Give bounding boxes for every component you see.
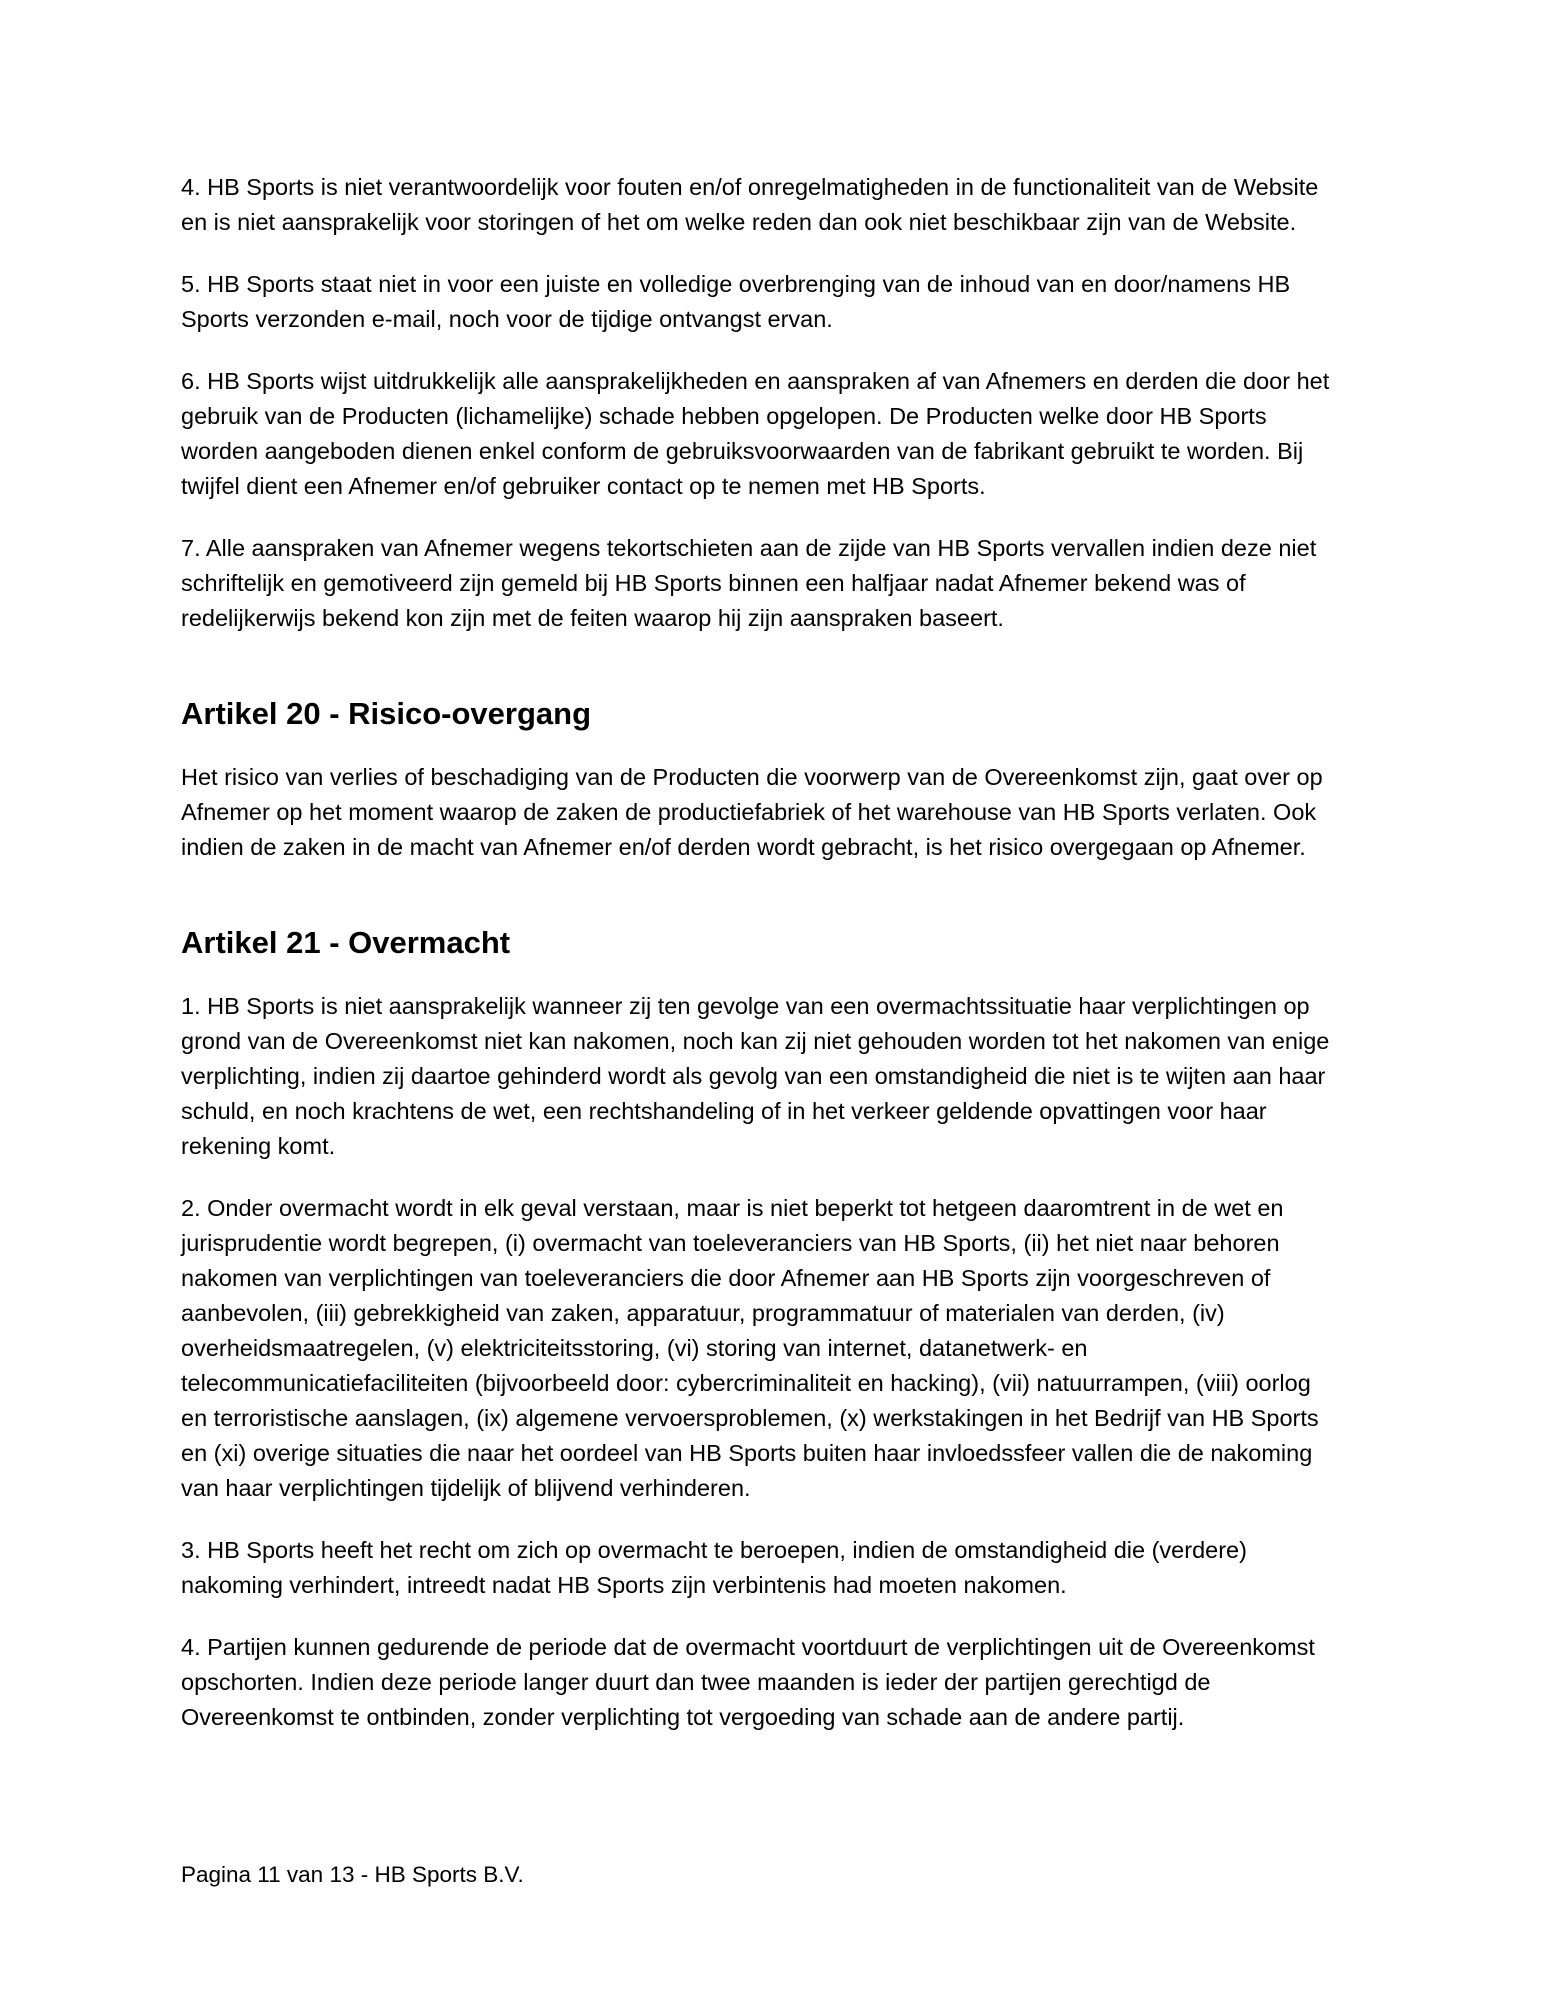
document-text-block <box>181 170 1341 1762</box>
paragraph-artikel-20-risk-transfer: Het risico van verlies of beschadiging van de Producten die voorwerp van de Overeenkomst zijn, gaat over op Afnemer op het moment waarop de zaken de productiefabriek of het warehouse van HB Sports verlaten. Ook indien de zaken in de macht van Afnemer en/of derden wordt gebracht, is het risico overgegaan op Afnemer. <box>181 764 1323 860</box>
paragraph-artikel-21-clause-2: 2. Onder overmacht wordt in elk geval verstaan, maar is niet beperkt tot hetgeen daaromtrent in de wet en jurisprudentie wordt begrepen, (i) overmacht van toeleveranciers van HB Sports, (ii) het niet naar behoren nakomen van verplichtingen van toeleveranciers die door Afnemer aan HB Sports zijn voorgeschreven of aanbevolen, (iii) gebrekkigheid van zaken, apparatuur, programmatuur of materialen van derden, (iv) overheidsmaatregelen, (v) elektriciteitsstoring, (vi) storing van internet, datanetwerk- en telecommunicatiefaciliteiten (bijvoorbeeld door: cybercriminaliteit en hacking), (vii) natuurrampen, (viii) oorlog en terroristische aanslagen, (ix) algemene vervoersproblemen, (x) werkstakingen in het Bedrijf van HB Sports en (xi) overige situaties die naar het oordeel van HB Sports buiten haar invloedssfeer vallen die de nakoming van haar verplichtingen tijdelijk of blijvend verhinderen. <box>181 1195 1319 1501</box>
paragraph-clause-5-email-transmission: 5. HB Sports staat niet in voor een juiste en volledige overbrenging van de inhoud van en door/namens HB Sports verzonden e-mail, noch voor de tijdige ontvangst ervan. <box>181 271 1291 332</box>
section-heading-artikel-20-risico-overgang: Artikel 20 - Risico-overgang <box>181 696 592 731</box>
paragraph-clause-6-liability-disclaimer: 6. HB Sports wijst uitdrukkelijk alle aansprakelijkheden en aanspraken af van Afnemers en derden die door het gebruik van de Producten (lichamelijke) schade hebben opgelopen. De Producten welke door HB Sports worden aangeboden dienen enkel conform de gebruiksvoorwaarden van de fabrikant gebruikt te worden. Bij twijfel dient een Afnemer en/of gebruiker contact op te nemen met HB Sports. <box>181 368 1330 499</box>
section-heading-artikel-21-overmacht: Artikel 21 - Overmacht <box>181 925 511 960</box>
page-footer: Pagina 11 van 13 - HB Sports B.V. <box>181 1862 524 1887</box>
paragraph-clause-7-claims-expiry: 7. Alle aanspraken van Afnemer wegens tekortschieten aan de zijde van HB Sports vervallen indien deze niet schriftelijk en gemotiveerd zijn gemeld bij HB Sports binnen een halfjaar nadat Afnemer bekend was of redelijkerwijs bekend kon zijn met de feiten waarop hij zijn aanspraken baseert. <box>181 535 1317 631</box>
paragraph-artikel-21-clause-1: 1. HB Sports is niet aansprakelijk wanneer zij ten gevolge van een overmachtssituatie haar verplichtingen op grond van de Overeenkomst niet kan nakomen, noch kan zij niet gehouden worden tot het nakomen van enige verplichting, indien zij daartoe gehinderd wordt als gevolg van een omstandigheid die niet is te wijten aan haar schuld, en noch krachtens de wet, een rechtshandeling of in het verkeer geldende opvattingen voor haar rekening komt. <box>181 993 1330 1159</box>
paragraph-clause-4-website-errors: 4. HB Sports is niet verantwoordelijk voor fouten en/of onregelmatigheden in de functionaliteit van de Website en is niet aansprakelijk voor storingen of het om welke reden dan ook niet beschikbaar zijn van de Website. <box>181 174 1319 235</box>
paragraph-artikel-21-clause-4: 4. Partijen kunnen gedurende de periode dat de overmacht voortduurt de verplichtingen uit de Overeenkomst opschorten. Indien deze periode langer duurt dan twee maanden is ieder der partijen gerechtigd de Overeenkomst te ontbinden, zonder verplichting tot vergoeding van schade aan de andere partij. <box>181 1634 1315 1730</box>
paragraph-artikel-21-clause-3: 3. HB Sports heeft het recht om zich op overmacht te beroepen, indien de omstandigheid die (verdere) nakoming verhindert, intreedt nadat HB Sports zijn verbintenis had moeten nakomen. <box>181 1537 1247 1598</box>
